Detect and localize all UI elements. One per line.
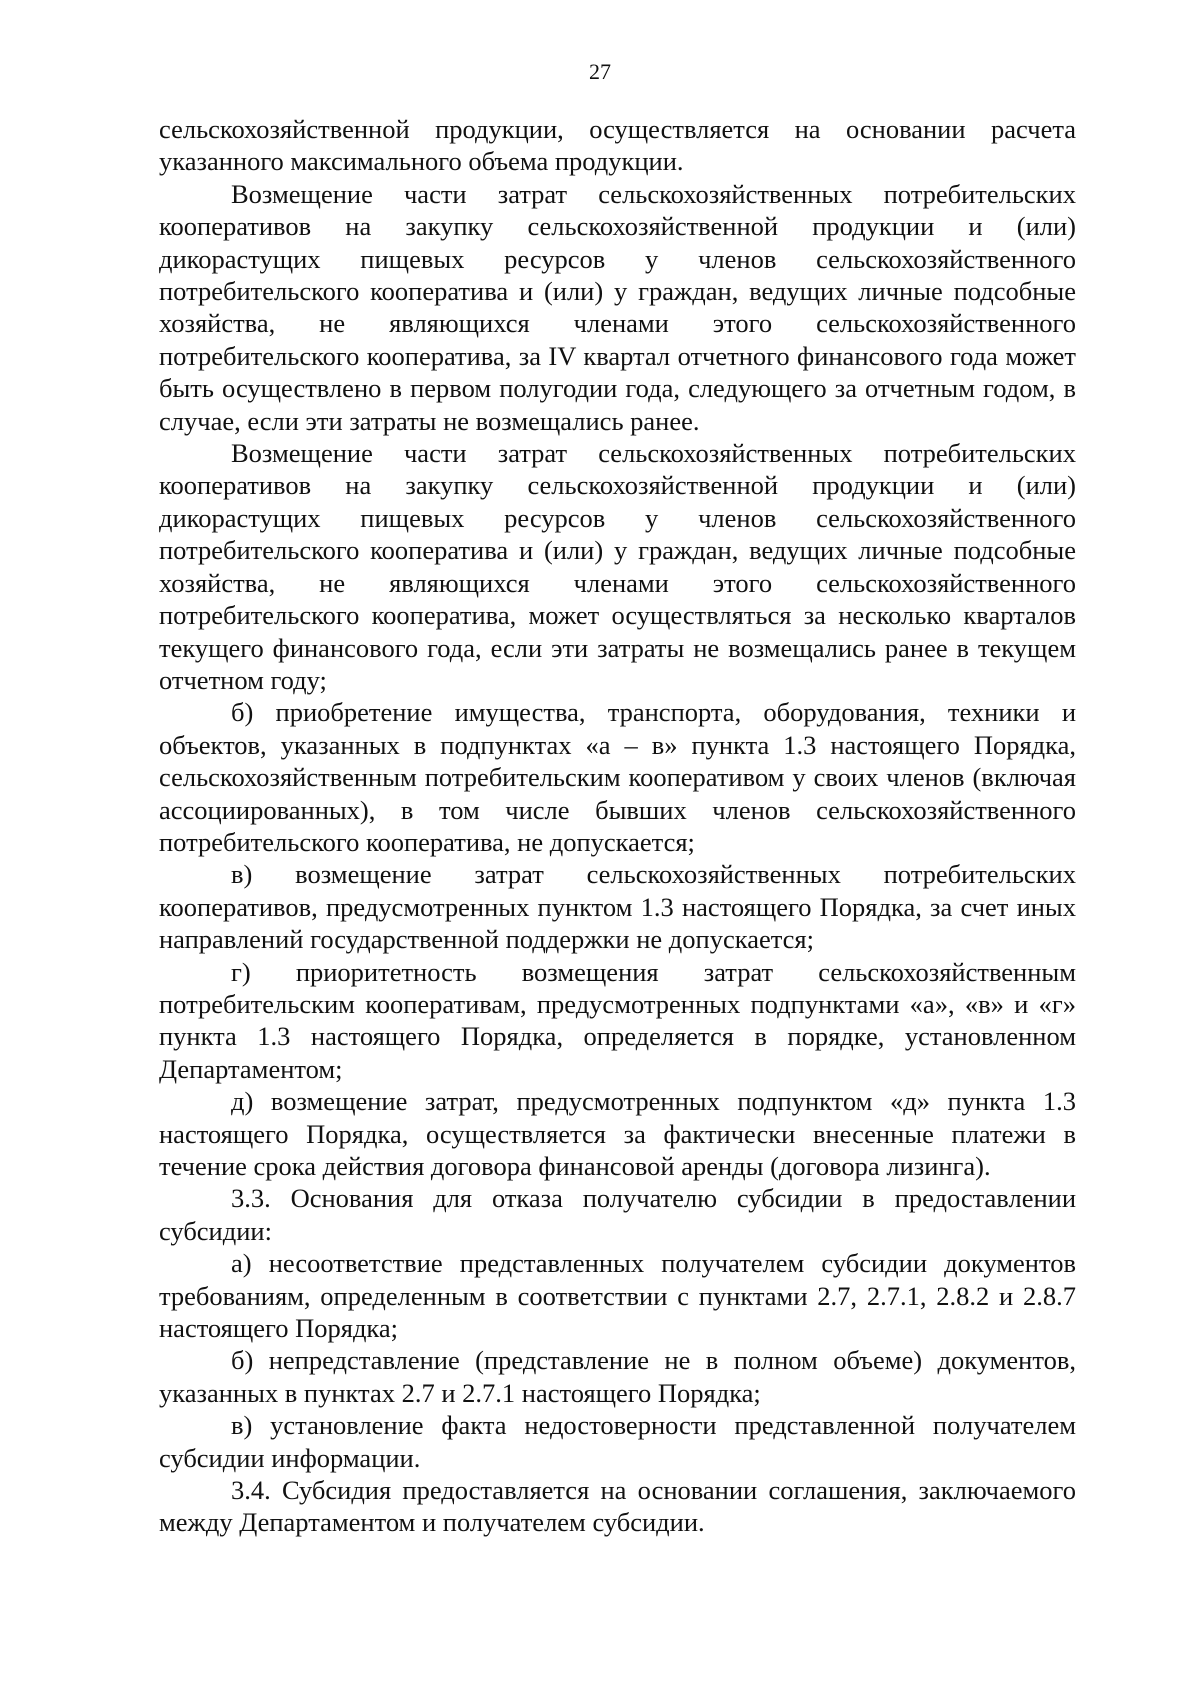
paragraph-item-b: б) непредставление (представление не в полном объеме) документов, указанных в пунктах 2.7 и 2.7.1 настоящего Порядка; xyxy=(159,1345,1076,1408)
paragraph-item-b: б) приобретение имущества, транспорта, оборудования, техники и объектов, указанных в подпунктах «а – в» пункта 1.3 настоящего Порядка, сельскохозяйственным потребительским кооперативом у своих членов (включая ассоциированных), в том числе бывших членов сельскохозяйственного потребительского кооператива, не допускается; xyxy=(159,697,1076,857)
paragraph-item-g: г) приоритетность возмещения затрат сельскохозяйственным потребительским кооперативам, предусмотренных подпунктами «а», «в» и «г» пункта 1.3 настоящего Порядка, определяется в порядке, установленном Департаментом; xyxy=(159,956,1076,1084)
paragraph-item-d: д) возмещение затрат, предусмотренных подпунктом «д» пункта 1.3 настоящего Порядка, осуществляется за фактически внесенные платежи в течение срока действия договора финансовой аренды (договора лизинга). xyxy=(159,1086,1076,1181)
paragraph-item-v: в) возмещение затрат сельскохозяйственных потребительских кооперативов, предусмотренных пунктом 1.3 настоящего Порядка, за счет иных направлений государственной поддержки не допускается; xyxy=(159,859,1076,955)
document-body xyxy=(159,113,1076,1539)
paragraph-section-3-4: 3.4. Субсидия предоставляется на основании соглашения, заключаемого между Департаментом и получателем субсидии. xyxy=(159,1475,1076,1538)
paragraph-continuation: сельскохозяйственной продукции, осуществляется на основании расчета указанного максимального объема продукции. xyxy=(159,114,1076,177)
page-number: 27 xyxy=(589,59,611,84)
paragraph-item-v: в) установление факта недостоверности представленной получателем субсидии информации. xyxy=(159,1410,1076,1473)
paragraph: Возмещение части затрат сельскохозяйственных потребительских кооперативов на закупку сельскохозяйственной продукции и (или) дикорастущих пищевых ресурсов у членов сельскохозяйственного потребительского кооператива и (или) у граждан, ведущих личные подсобные хозяйства, не являющихся членами этого сельскохозяйственного потребительского кооператива, может осуществляться за несколько кварталов текущего финансового года, если эти затраты не возмещались ранее в текущем отчетном году; xyxy=(159,438,1076,695)
paragraph-item-a: а) несоответствие представленных получателем субсидии документов требованиям, определенным в соответствии с пунктами 2.7, 2.7.1, 2.8.2 и 2.8.7 настоящего Порядка; xyxy=(159,1248,1076,1344)
paragraph-section-3-3: 3.3. Основания для отказа получателю субсидии в предоставлении субсидии: xyxy=(159,1183,1076,1246)
paragraph: Возмещение части затрат сельскохозяйственных потребительских кооперативов на закупку сельскохозяйственной продукции и (или) дикорастущих пищевых ресурсов у членов сельскохозяйственного потребительского кооператива и (или) у граждан, ведущих личные подсобные хозяйства, не являющихся членами этого сельскохозяйственного потребительского кооператива, за IV квартал отчетного финансового года может быть осуществлено в первом полугодии года, следующего за отчетным годом, в случае, если эти затраты не возмещались ранее. xyxy=(159,178,1076,436)
